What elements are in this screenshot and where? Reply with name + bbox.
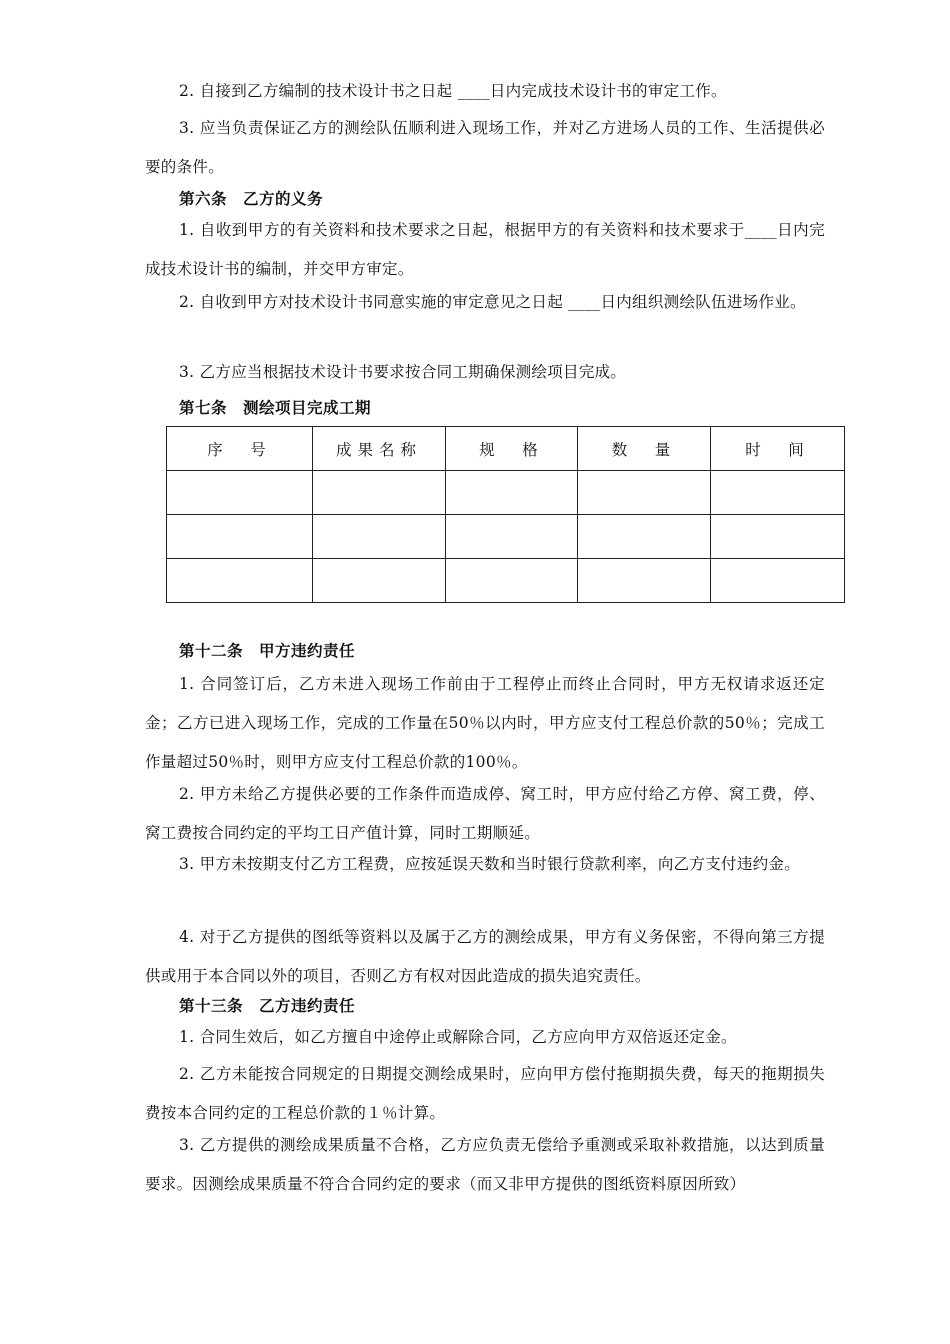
clause-d1: 1. 合同生效后，如乙方擅自中途停止或解除合同，乙方应向甲方双倍返还定金。 [179, 1028, 737, 1046]
clause-c3: 3. 甲方未按期支付乙方工程费，应按延误天数和当时银行贷款利率，向乙方支付违约金。 [179, 855, 801, 873]
clause-b1: 1. 自收到甲方的有关资料和技术要求之日起，根据甲方的有关资料和技术要求于____日内完成技术设计书的编制，并交甲方审定。 [145, 221, 825, 278]
table-cell [578, 515, 711, 559]
clause-a3: 3. 应当负责保证乙方的测绘队伍顺利进入现场工作，并对乙方进场人员的工作、生活提供必要的条件。 [145, 119, 825, 176]
col-header-index: 序 号 [167, 427, 313, 471]
clause-b3: 3. 乙方应当根据技术设计书要求按合同工期确保测绘项目完成。 [179, 363, 627, 381]
col-header-quantity: 数 量 [578, 427, 711, 471]
article-12-heading: 第十二条 甲方违约责任 [179, 642, 356, 660]
table-row [167, 559, 845, 603]
table-cell [313, 515, 446, 559]
table-cell [446, 471, 578, 515]
table-row [167, 471, 845, 515]
table-cell [167, 515, 313, 559]
article-7-heading: 第七条 测绘项目完成工期 [179, 399, 372, 417]
table-cell [167, 471, 313, 515]
table-cell [711, 559, 845, 603]
clause-b2: 2. 自收到甲方对技术设计书同意实施的审定意见之日起 ____日内组织测绘队伍进场作业。 [179, 293, 806, 311]
clause-c4: 4. 对于乙方提供的图纸等资料以及属于乙方的测绘成果，甲方有义务保密，不得向第三方提供或用于本合同以外的项目，否则乙方有权对因此造成的损失追究责任。 [145, 928, 825, 985]
col-header-spec: 规 格 [446, 427, 578, 471]
schedule-table [166, 426, 845, 603]
col-header-time: 时 间 [711, 427, 845, 471]
table-cell [313, 559, 446, 603]
table-cell [446, 559, 578, 603]
table-cell [578, 471, 711, 515]
table-cell [313, 471, 446, 515]
clause-d2: 2. 乙方未能按合同规定的日期提交测绘成果时，应向甲方偿付拖期损失费，每天的拖期损失费按本合同约定的工程总价款的１％计算。 [145, 1065, 825, 1122]
table-cell [446, 515, 578, 559]
table-cell [711, 471, 845, 515]
table-cell [578, 559, 711, 603]
table-cell [711, 515, 845, 559]
clause-d3: 3. 乙方提供的测绘成果质量不合格，乙方应负责无偿给予重测或采取补救措施，以达到质量要求。因测绘成果质量不符合合同约定的要求（而又非甲方提供的图纸资料原因所致） [145, 1136, 825, 1193]
clause-c1: 1. 合同签订后，乙方未进入现场工作前由于工程停止而终止合同时，甲方无权请求返还定金；乙方已进入现场工作，完成的工作量在50％以内时，甲方应支付工程总价款的50％；完成工作量超过50％时，则甲方应支付工程总价款的100％。 [145, 675, 825, 771]
clause-c2: 2. 甲方未给乙方提供必要的工作条件而造成停、窝工时，甲方应付给乙方停、窝工费，停、窝工费按合同约定的平均工日产值计算，同时工期顺延。 [145, 785, 825, 842]
col-header-name: 成果名称 [313, 427, 446, 471]
table-row [167, 515, 845, 559]
table-header-row [167, 427, 845, 471]
clause-a2: 2. 自接到乙方编制的技术设计书之日起 ____日内完成技术设计书的审定工作。 [179, 82, 727, 100]
table-cell [167, 559, 313, 603]
article-13-heading: 第十三条 乙方违约责任 [179, 997, 356, 1015]
article-6-heading: 第六条 乙方的义务 [179, 190, 324, 208]
